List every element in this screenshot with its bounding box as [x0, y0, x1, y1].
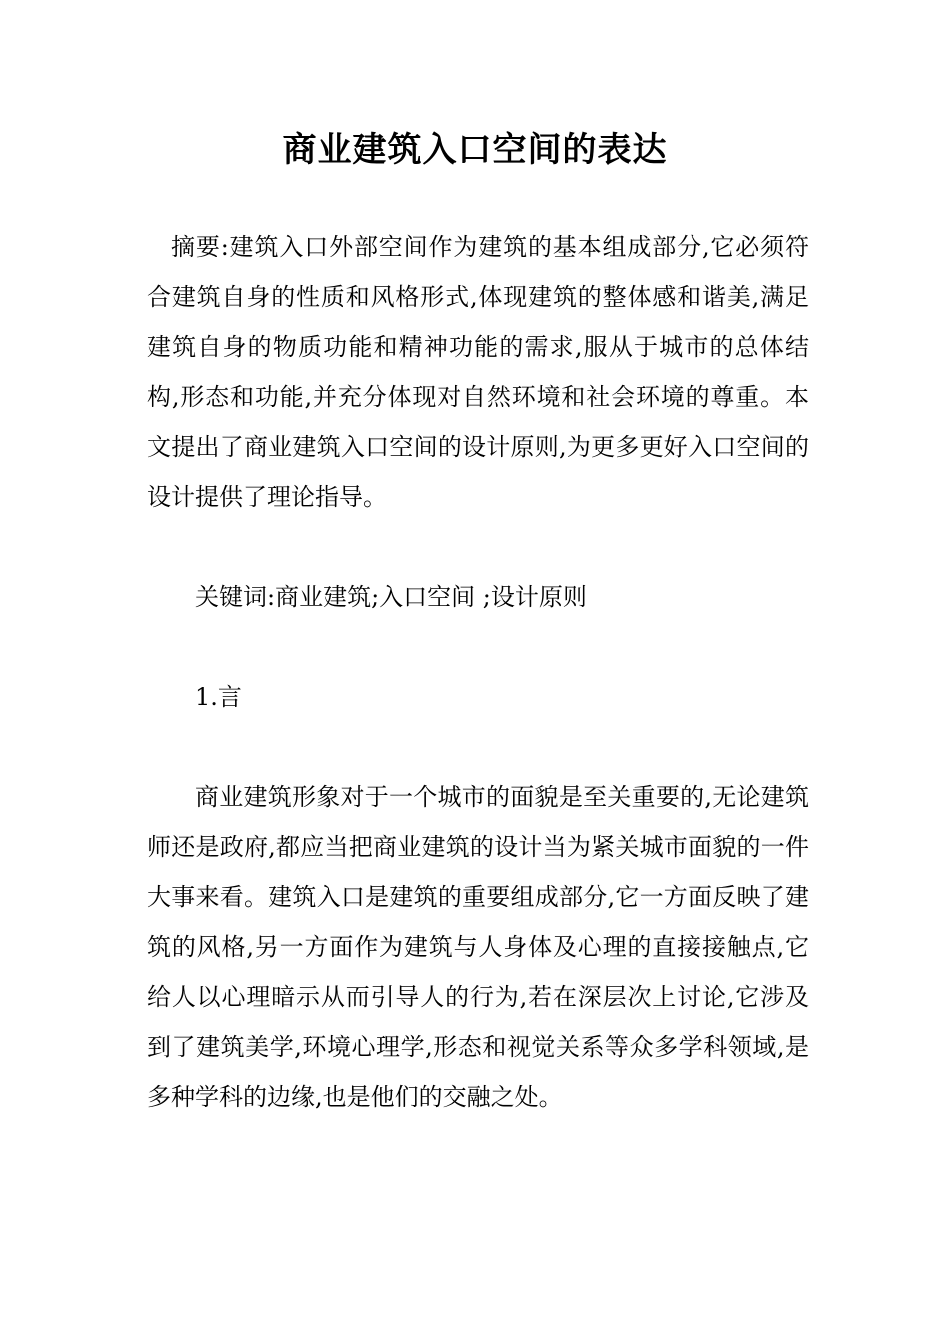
body-paragraph: 商业建筑形象对于一个城市的面貌是至关重要的,无论建筑师还是政府,都应当把商业建筑的设计当为紧关城市面貌的一件大事来看。建筑入口是建筑的重要组成部分,它一方面反映了建筑的风格,另一方面作为建筑与人身体及心理的直接接触点,它给人以心理暗示从而引导人的行为,若在深层次上讨论,它涉及到了建筑美学,环境心理学,形态和视觉关系等众多学科领域,是多种学科的边缘,也是他们的交融之处。: [147, 783, 809, 1111]
section-heading: 1.言: [195, 683, 242, 711]
keywords-line: 关键词:商业建筑;入口空间 ;设计原则: [195, 583, 587, 611]
document-title: 商业建筑入口空间的表达: [282, 130, 668, 170]
abstract-paragraph: 摘要:建筑入口外部空间作为建筑的基本组成部分,它必须符合建筑自身的性质和风格形式,体现建筑的整体感和谐美,满足建筑自身的物质功能和精神功能的需求,服从于城市的总体结构,形态和功能,并充分体现对自然环境和社会环境的尊重。本文提出了商业建筑入口空间的设计原则,为更多更好入口空间的设计提供了理论指导。: [147, 233, 809, 511]
